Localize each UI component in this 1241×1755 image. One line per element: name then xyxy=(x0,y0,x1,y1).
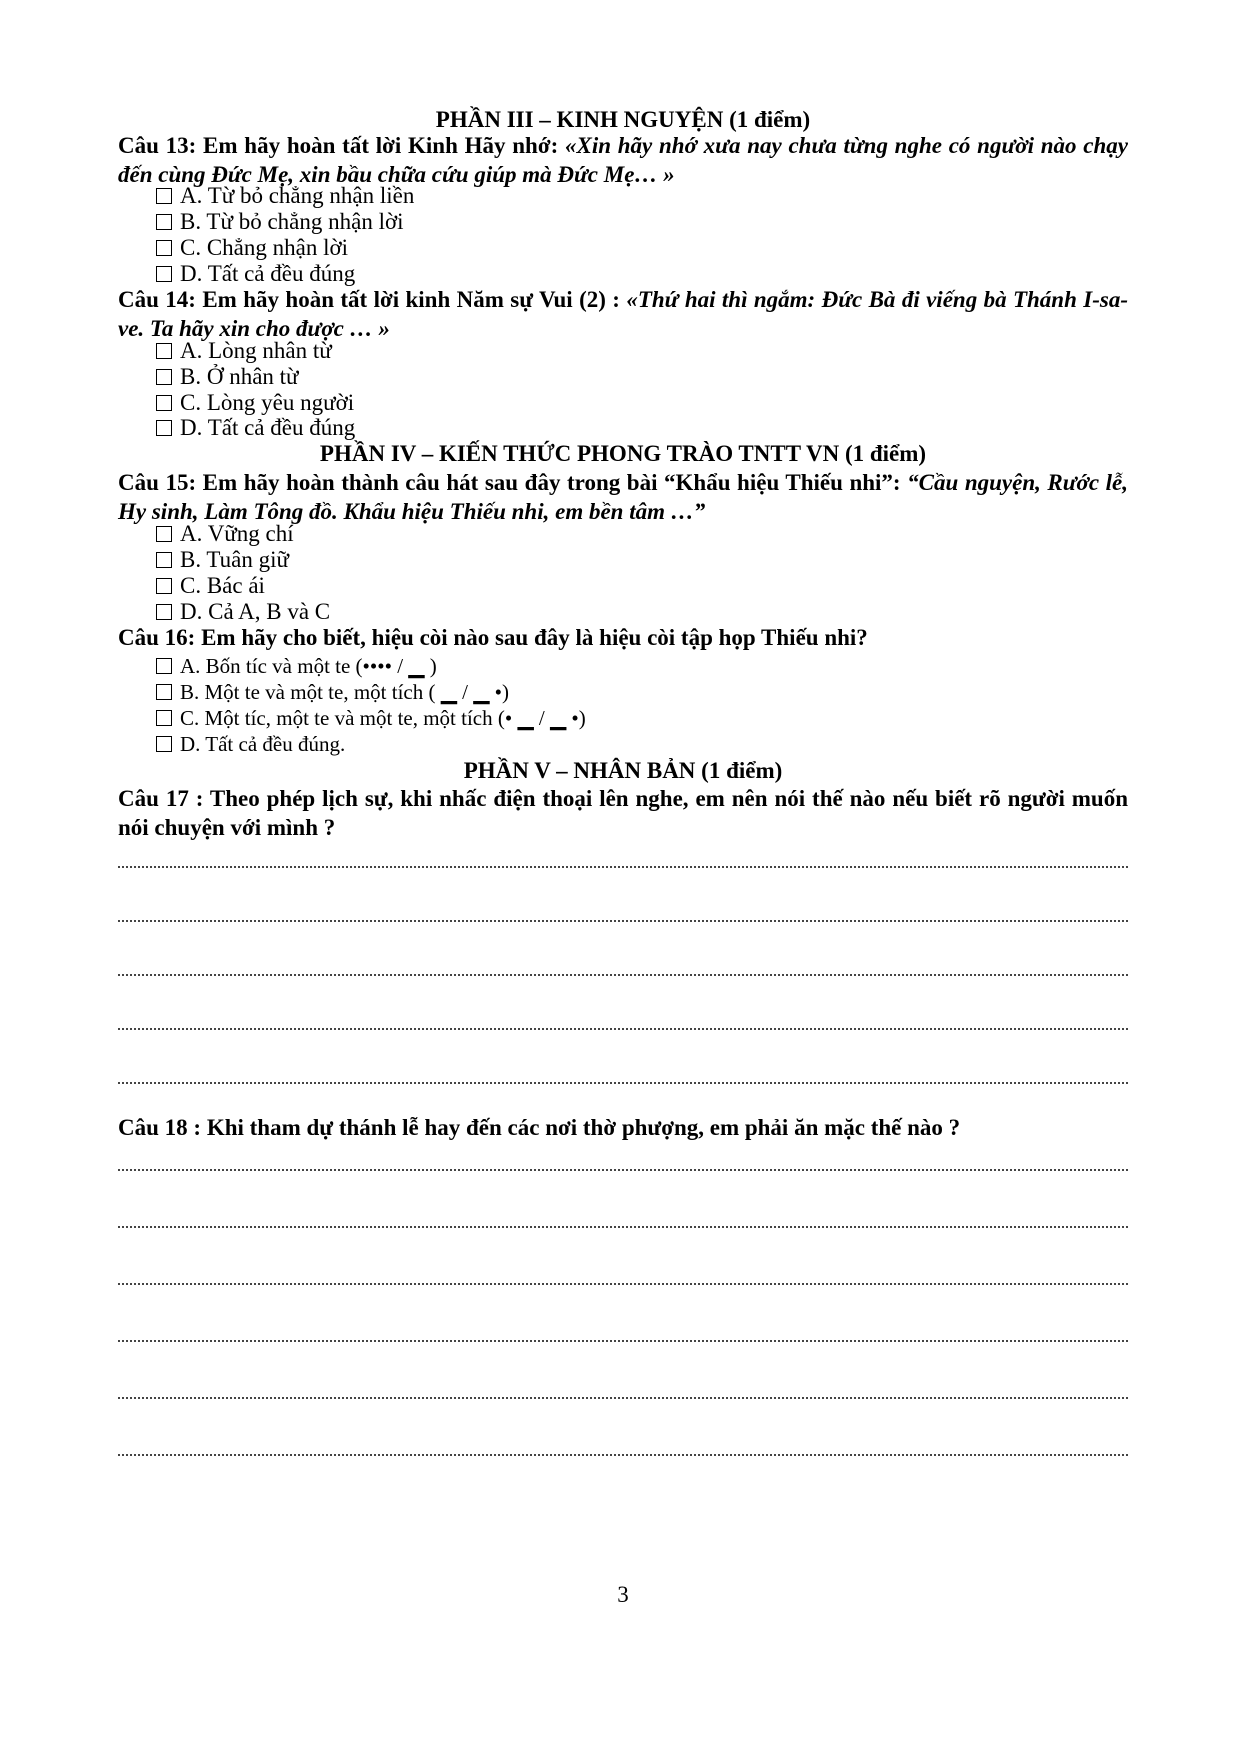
checkbox-icon[interactable] xyxy=(156,395,172,411)
q13-option-d[interactable]: D. Tất cả đều đúng xyxy=(156,260,355,288)
q16-option-d[interactable]: D. Tất cả đều đúng. xyxy=(156,730,345,758)
question-15-label: Câu 15: xyxy=(118,470,197,495)
checkbox-icon[interactable] xyxy=(156,658,172,674)
checkbox-icon[interactable] xyxy=(156,188,172,204)
question-14-text: Em hãy hoàn tất lời kinh Năm sự Vui (2) : xyxy=(195,287,627,312)
answer-line-18-6[interactable] xyxy=(118,1452,1128,1456)
checkbox-icon[interactable] xyxy=(156,420,172,436)
q15-option-d[interactable]: D. Cả A, B và C xyxy=(156,598,330,626)
question-16-text: Em hãy cho biết, hiệu còi nào sau đây là hiệu còi tập họp Thiếu nhi? xyxy=(195,625,868,650)
q13-option-c[interactable]: C. Chẳng nhận lời xyxy=(156,234,348,262)
question-15-quote: “Cầu nguyện, Rước lễ, Hy sinh, Làm Tông đồ. Khẩu hiệu Thiếu nhi, em bền tâm …” xyxy=(118,470,1128,524)
question-15 xyxy=(118,469,1128,526)
q16-option-c[interactable]: C. Một tíc, một te và một te, một tích (• ▁ / ▁ •) xyxy=(156,704,586,732)
question-13 xyxy=(118,132,1128,189)
question-14-label: Câu 14: xyxy=(118,287,196,312)
answer-line-18-5[interactable] xyxy=(118,1395,1128,1399)
answer-line-17-2[interactable] xyxy=(118,918,1128,922)
question-14-quote: «Thứ hai thì ngắm: Đức Bà đi viếng bà Thánh I-sa-ve. Ta hãy xin cho được … » xyxy=(118,287,1128,341)
checkbox-icon[interactable] xyxy=(156,578,172,594)
q15-option-b[interactable]: B. Tuân giữ xyxy=(156,546,289,574)
q13-option-a[interactable]: A. Từ bỏ chẳng nhận liền xyxy=(156,182,414,210)
answer-line-18-4[interactable] xyxy=(118,1338,1128,1342)
question-17 xyxy=(118,785,1128,842)
answer-line-17-4[interactable] xyxy=(118,1026,1128,1030)
checkbox-icon[interactable] xyxy=(156,552,172,568)
question-13-quote: «Xin hãy nhớ xưa nay chưa từng nghe có người nào chạy đến cùng Đức Mẹ, xin bầu chữa cứu giúp mà Đức Mẹ… » xyxy=(118,133,1128,187)
question-17-text: Theo phép lịch sự, khi nhấc điện thoại lên nghe, em nên nói thế nào nếu biết rõ người muốn nói chuyện với mình ? xyxy=(118,786,1128,840)
q14-option-d[interactable]: D. Tất cả đều đúng xyxy=(156,414,355,442)
question-14 xyxy=(118,286,1128,343)
question-16 xyxy=(118,624,1128,653)
checkbox-icon[interactable] xyxy=(156,604,172,620)
checkbox-icon[interactable] xyxy=(156,369,172,385)
question-18-text: Khi tham dự thánh lễ hay đến các nơi thờ phượng, em phải ăn mặc thế nào ? xyxy=(201,1115,961,1140)
question-15-text: Em hãy hoàn thành câu hát sau đây trong bài “Khẩu hiệu Thiếu nhi”: xyxy=(196,470,908,495)
section-5-title: PHẦN V – NHÂN BẢN (1 điểm) xyxy=(463,758,783,783)
answer-line-17-3[interactable] xyxy=(118,972,1128,976)
q13-option-b[interactable]: B. Từ bỏ chẳng nhận lời xyxy=(156,208,404,236)
q16-option-a[interactable]: A. Bốn tíc và một te (•••• / ▁ ) xyxy=(156,652,437,680)
question-13-text: Em hãy hoàn tất lời Kinh Hãy nhớ: xyxy=(196,133,565,158)
q14-option-a[interactable]: A. Lòng nhân từ xyxy=(156,337,332,365)
checkbox-icon[interactable] xyxy=(156,684,172,700)
section-4-title: PHẦN IV – KIẾN THỨC PHONG TRÀO TNTT VN (1 điểm) xyxy=(319,441,927,466)
question-17-label: Câu 17 : xyxy=(118,786,204,811)
q14-option-b[interactable]: B. Ở nhân từ xyxy=(156,363,299,391)
answer-line-17-1[interactable] xyxy=(118,864,1128,868)
question-18 xyxy=(118,1114,1128,1143)
q15-option-a[interactable]: A. Vững chí xyxy=(156,520,294,548)
q16-option-b[interactable]: B. Một te và một te, một tích ( ▁ / ▁ •) xyxy=(156,678,509,706)
checkbox-icon[interactable] xyxy=(156,214,172,230)
page-number: 3 xyxy=(617,1582,629,1607)
checkbox-icon[interactable] xyxy=(156,240,172,256)
question-18-label: Câu 18 : xyxy=(118,1115,202,1140)
q14-option-c[interactable]: C. Lòng yêu người xyxy=(156,389,354,417)
checkbox-icon[interactable] xyxy=(156,710,172,726)
question-16-label: Câu 16: xyxy=(118,625,196,650)
section-3-title: PHẦN III – KINH NGUYỆN (1 điểm) xyxy=(435,107,811,132)
question-13-label: Câu 13: xyxy=(118,133,197,158)
checkbox-icon[interactable] xyxy=(156,526,172,542)
answer-line-18-3[interactable] xyxy=(118,1281,1128,1285)
answer-line-17-5[interactable] xyxy=(118,1080,1128,1084)
checkbox-icon[interactable] xyxy=(156,736,172,752)
checkbox-icon[interactable] xyxy=(156,343,172,359)
checkbox-icon[interactable] xyxy=(156,266,172,282)
q15-option-c[interactable]: C. Bác ái xyxy=(156,572,265,600)
answer-line-18-1[interactable] xyxy=(118,1167,1128,1171)
answer-line-18-2[interactable] xyxy=(118,1224,1128,1228)
